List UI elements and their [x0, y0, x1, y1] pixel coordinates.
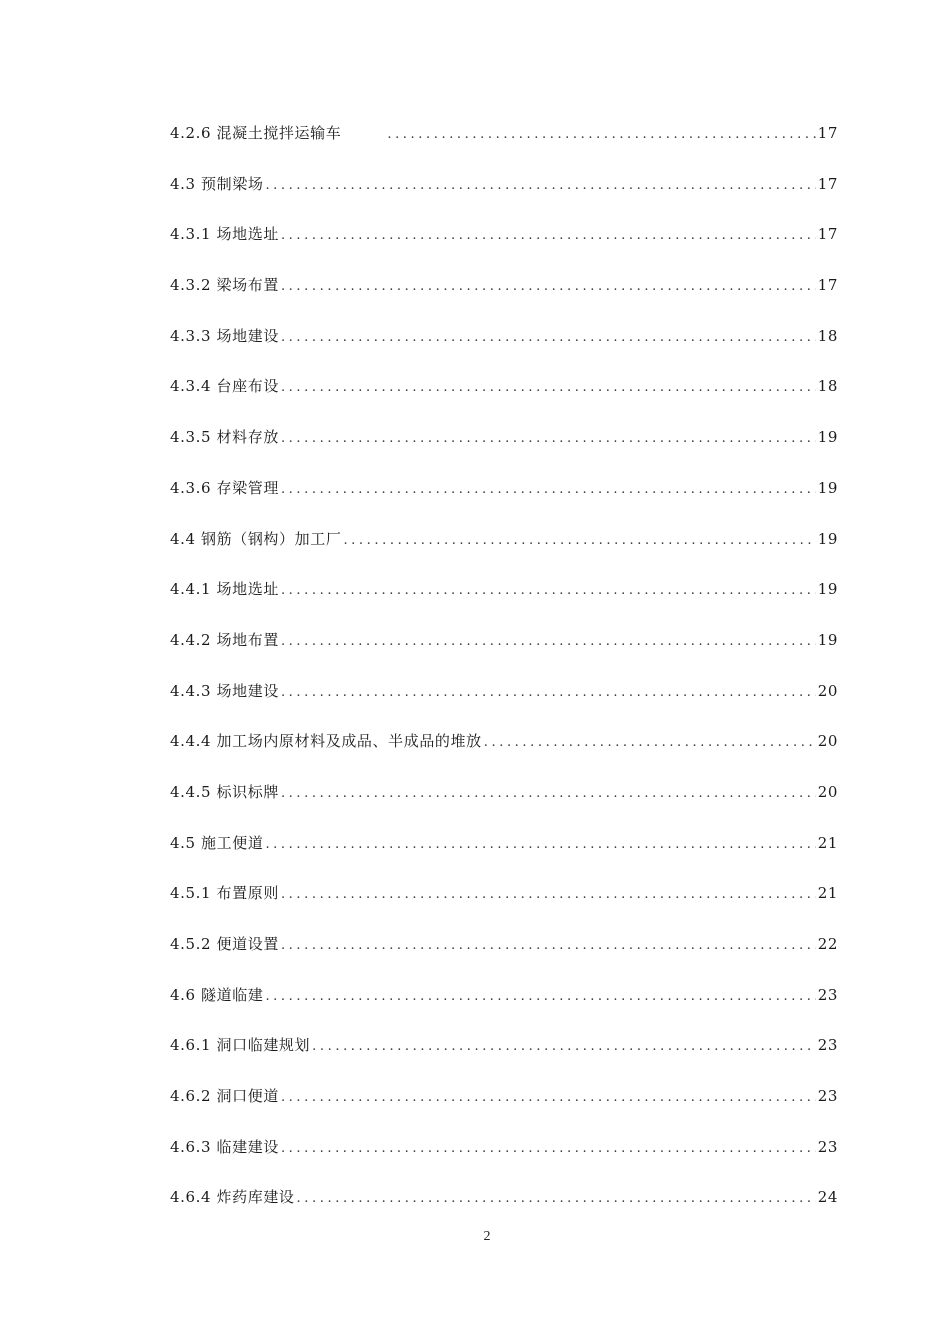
toc-entry-title: 4.3.1 场地选址: [170, 225, 279, 244]
dot-leader: [281, 431, 816, 446]
toc-entry-page-number: 24: [817, 1188, 838, 1207]
dot-leader: [281, 1141, 816, 1156]
toc-entry-title: 4.6.3 临建建设: [170, 1137, 279, 1156]
toc-entry-title: 4.2.6 混凝土搅拌运输车: [170, 124, 342, 142]
toc-entry-page-number: 20: [817, 732, 838, 751]
toc-entry-title: 4.4.4 加工场内原材料及成品、半成品的堆放: [170, 732, 482, 751]
toc-entry-title: 4.6.4 炸药库建设: [170, 1188, 295, 1207]
toc-entry[interactable]: [170, 832, 838, 883]
toc-entry[interactable]: [170, 781, 838, 832]
toc-entry-title: 4.3.6 存梁管理: [170, 478, 279, 497]
toc-entry[interactable]: [170, 882, 838, 933]
toc-entry-page-number: 20: [817, 782, 838, 801]
toc-entry-page-number: 18: [817, 326, 838, 345]
toc-entry-page-number: 22: [817, 935, 838, 953]
toc-entry-title: 4.5.1 布置原则: [170, 884, 279, 903]
dot-leader: [281, 786, 816, 801]
toc-entry-title: 4.6 隧道临建: [170, 985, 264, 1004]
toc-entry-page-number: 23: [817, 1036, 838, 1055]
toc-entry-title: 4.3.3 场地建设: [170, 326, 279, 345]
toc-entry[interactable]: [170, 578, 838, 629]
dot-leader: [281, 938, 816, 953]
toc-entry-page-number: 19: [817, 478, 838, 497]
toc-entry-title: 4.4.5 标识标牌: [170, 782, 279, 801]
toc-entry[interactable]: [170, 933, 838, 984]
table-of-contents: [170, 122, 838, 1237]
toc-entry-title: 4.4 钢筋（钢构）加工厂: [170, 529, 342, 548]
dot-leader: [281, 380, 816, 395]
toc-entry-title: 4.5 施工便道: [170, 833, 264, 852]
toc-entry[interactable]: [170, 173, 838, 224]
toc-entry-title: 4.6.2 洞口便道: [170, 1087, 279, 1106]
toc-entry-title: 4.5.2 便道设置: [170, 935, 279, 953]
toc-entry-page-number: 19: [817, 630, 838, 649]
toc-entry-page-number: 19: [817, 428, 838, 447]
toc-entry-page-number: 17: [817, 124, 838, 142]
toc-entry-page-number: 17: [817, 276, 838, 295]
dot-leader: [281, 330, 816, 345]
toc-entry-title: 4.4.1 场地选址: [170, 580, 279, 599]
toc-entry-page-number: 18: [817, 377, 838, 396]
toc-entry[interactable]: [170, 477, 838, 528]
dot-leader: [281, 583, 816, 598]
dot-leader: [297, 1191, 816, 1206]
toc-entry-title: 4.3 预制梁场: [170, 174, 264, 193]
toc-entry[interactable]: [170, 984, 838, 1035]
dot-leader: [281, 887, 816, 902]
toc-entry[interactable]: [170, 375, 838, 426]
toc-entry-page-number: 21: [817, 833, 838, 852]
toc-entry[interactable]: [170, 325, 838, 376]
toc-entry[interactable]: [170, 274, 838, 325]
dot-leader: [281, 482, 816, 497]
dot-leader: [281, 279, 816, 294]
dot-leader: [281, 634, 816, 649]
toc-entry[interactable]: [170, 1085, 838, 1136]
dot-leader: [281, 685, 816, 700]
page-number: 2: [483, 1229, 491, 1244]
dot-leader: [265, 989, 815, 1004]
toc-entry-page-number: 21: [817, 884, 838, 903]
toc-entry-title: 4.3.5 材料存放: [170, 428, 279, 447]
toc-entry-page-number: 19: [817, 529, 838, 548]
toc-entry-page-number: 20: [817, 681, 838, 700]
toc-entry-title: 4.4.3 场地建设: [170, 681, 279, 700]
dot-leader: [387, 127, 815, 142]
toc-entry[interactable]: [170, 223, 838, 274]
toc-entry-title: 4.6.1 洞口临建规划: [170, 1036, 311, 1055]
toc-entry-page-number: 17: [817, 174, 838, 193]
toc-entry[interactable]: [170, 122, 838, 173]
toc-entry-page-number: 17: [817, 225, 838, 244]
dot-leader: [281, 1090, 816, 1105]
dot-leader: [312, 1039, 816, 1054]
toc-entry-page-number: 23: [817, 1137, 838, 1156]
dot-leader: [265, 837, 815, 852]
dot-leader: [484, 735, 816, 750]
dot-leader: [265, 178, 815, 193]
toc-entry[interactable]: [170, 426, 838, 477]
toc-entry[interactable]: [170, 629, 838, 680]
dot-leader: [281, 228, 816, 243]
toc-entry-page-number: 19: [817, 580, 838, 599]
toc-entry-title: 4.4.2 场地布置: [170, 630, 279, 649]
toc-entry-title: 4.3.2 梁场布置: [170, 276, 279, 295]
toc-entry[interactable]: [170, 1136, 838, 1187]
toc-entry[interactable]: [170, 1034, 838, 1085]
toc-entry-page-number: 23: [817, 985, 838, 1004]
toc-entry[interactable]: [170, 680, 838, 731]
toc-entry[interactable]: [170, 730, 838, 781]
toc-entry[interactable]: [170, 528, 838, 579]
dot-leader: [343, 533, 815, 548]
toc-entry-title: 4.3.4 台座布设: [170, 377, 279, 396]
toc-entry-page-number: 23: [817, 1087, 838, 1106]
